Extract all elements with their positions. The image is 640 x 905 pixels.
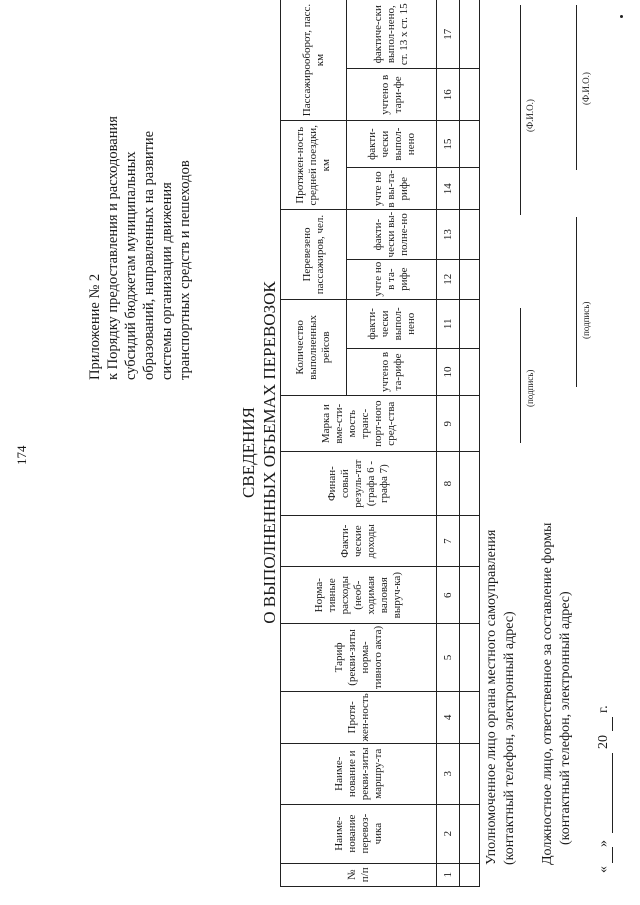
date-day-line [612, 847, 613, 863]
date-open-quote: « [596, 866, 611, 873]
column-number: 11 [437, 299, 460, 348]
official-contacts-label: (контактный телефон, электронный адрес) [502, 611, 517, 865]
header-cell: Протя-жен-ность [281, 692, 437, 744]
data-cell [460, 395, 480, 451]
empty-data-row [460, 0, 480, 887]
data-cell [460, 210, 480, 259]
column-number: 1 [437, 863, 460, 886]
column-number: 7 [437, 515, 460, 567]
data-cell [460, 299, 480, 348]
signature-hint: (подпись) [525, 369, 535, 407]
header-cell: Марка и вме-сти-мость транс-порт-ного сред-ства [281, 395, 437, 451]
date-month-line [612, 753, 613, 833]
header-cell: факти-чески вы-полне-но [347, 210, 437, 259]
responsible-contacts-label: (контактный телефон, электронный адрес) [558, 591, 573, 845]
data-cell [460, 692, 480, 744]
appendix-note [86, 116, 194, 380]
date-year-prefix: 20 [596, 735, 611, 749]
scan-speck [620, 15, 623, 18]
signature-hint: (подпись) [581, 301, 591, 339]
group-header: Пассажирооборот, пасс. км [281, 0, 347, 121]
official-label: Уполномоченное лицо органа местного самоуправления [484, 529, 499, 865]
header-cell: Тариф (рекви-зиты норма-тивного акта) [281, 623, 437, 691]
date-close-quote: » [596, 840, 611, 847]
header-cell: № п/п [281, 863, 437, 886]
responsible-label: Должностное лицо, ответственное за составление формы [540, 522, 555, 865]
column-number: 16 [437, 69, 460, 121]
column-number: 15 [437, 121, 460, 168]
appendix-line: субсидий бюджетам муниципальных [123, 151, 139, 380]
header-cell: учте но в вы-та-рифе [347, 168, 437, 210]
data-cell [460, 259, 480, 299]
date-year-line [612, 717, 613, 731]
column-number: 3 [437, 743, 460, 804]
column-number: 4 [437, 692, 460, 744]
data-cell [460, 0, 480, 69]
name-hint: (Ф.И.О.) [525, 99, 535, 132]
page-number: 174 [14, 445, 29, 465]
title-line-1: СВЕДЕНИЯ [239, 407, 258, 498]
title-line-2: О ВЫПОЛНЕННЫХ ОБЪЕМАХ ПЕРЕВОЗОК [260, 281, 279, 624]
official-signature-line [520, 308, 521, 443]
appendix-line: образований, направленных на развитие [141, 130, 157, 380]
data-cell [460, 863, 480, 886]
column-number-row [437, 0, 460, 887]
group-header: Количество выполненных рейсов [281, 299, 347, 395]
date-year-suffix: г. [596, 705, 611, 713]
data-cell [460, 804, 480, 863]
data-cell [460, 452, 480, 515]
official-name-line [520, 5, 521, 215]
name-hint: (Ф.И.О.) [581, 72, 591, 105]
data-cell [460, 623, 480, 691]
header-cell: Норма-тивные расходы (необ-ходимая валовая выруч-ка) [281, 567, 437, 623]
column-number: 12 [437, 259, 460, 299]
header-cell: учте но в та-рифе [347, 259, 437, 299]
group-header: Протяжен-ность средней поездки, км [281, 121, 347, 210]
transport-volume-table [280, 0, 480, 887]
data-cell [460, 515, 480, 567]
appendix-line: транспортных средств и пешеходов [177, 160, 193, 380]
column-number: 13 [437, 210, 460, 259]
appendix-line: к Порядку предоставления и расходования [105, 116, 121, 380]
header-cell: учтено в тари-фе [347, 69, 437, 121]
group-header: Перевезено пассажиров, чел. [281, 210, 347, 299]
responsible-signature-line [576, 217, 577, 387]
column-number: 8 [437, 452, 460, 515]
header-cell: Финан-совый резуль-тат (графа 6 - графа 7) [281, 452, 437, 515]
document-title [238, 0, 280, 905]
header-cell: Наиме-нование и рекви-зиты маршру-та [281, 743, 437, 804]
header-cell: Факти-ческие доходы [281, 515, 437, 567]
header-cell: факти-чески выпол-нено [347, 121, 437, 168]
appendix-line: Приложение № 2 [87, 273, 103, 380]
data-cell [460, 69, 480, 121]
data-cell [460, 743, 480, 804]
column-number: 6 [437, 567, 460, 623]
header-cell: факти-чески выпол-нено [347, 299, 437, 348]
column-number: 2 [437, 804, 460, 863]
column-number: 10 [437, 349, 460, 396]
header-cell: учтено в та-рифе [347, 349, 437, 396]
column-number: 14 [437, 168, 460, 210]
responsible-name-line [576, 5, 577, 170]
data-cell [460, 168, 480, 210]
data-cell [460, 349, 480, 396]
appendix-line: системы организации движения [159, 182, 175, 380]
column-number: 9 [437, 395, 460, 451]
column-number: 17 [437, 0, 460, 69]
data-cell [460, 567, 480, 623]
data-cell [460, 121, 480, 168]
header-cell: фактиче-ски выпол-нено, ст. 13 х ст. 15 [347, 0, 437, 69]
header-cell: Наиме-нование перевоз-чика [281, 804, 437, 863]
column-number: 5 [437, 623, 460, 691]
